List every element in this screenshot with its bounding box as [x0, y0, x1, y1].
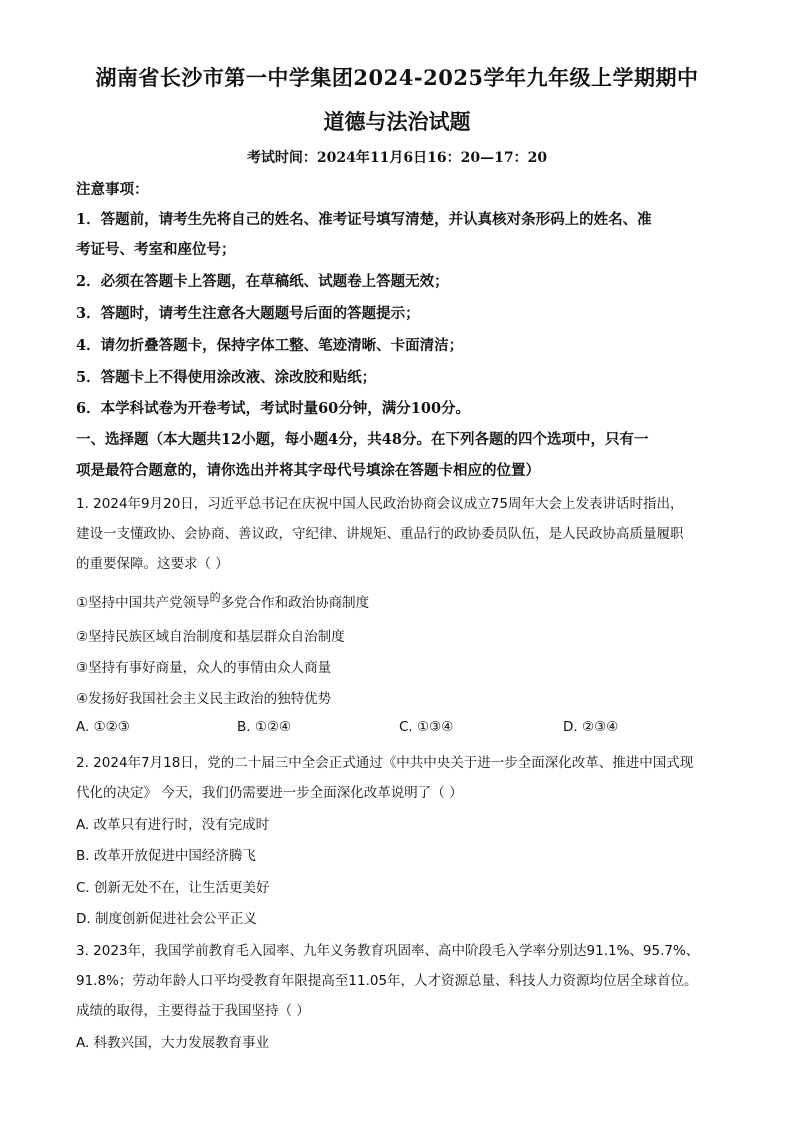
- notice-heading: 注意事项：: [76, 181, 149, 198]
- q1-statement-3: ③坚持有事好商量，众人的事情由众人商量: [76, 660, 332, 676]
- q2-option-c: C. 创新无处不在，让生活更美好: [76, 880, 270, 896]
- q1-statement-1-text: ①坚持中国共产党领导: [76, 595, 210, 611]
- q2-option-d: D. 制度创新促进社会公平正义: [76, 911, 257, 927]
- q1-option-b: B. ①②④: [237, 719, 292, 735]
- q1-option-c: C. ①③④: [399, 719, 454, 735]
- q1-statement-4: ④发扬好我国社会主义民主政治的独特优势: [76, 691, 332, 707]
- notice-item: 5．答题卡上不得使用涂改液、涂改胶和贴纸；: [76, 369, 377, 386]
- section-heading: 一、选择题（本大题共12小题，每小题4分，共48分。在下列各题的四个选项中，只有一: [76, 431, 649, 448]
- notice-item: 3．答题时，请考生注意各大题题号后面的答题提示；: [76, 305, 420, 322]
- q1-option-d: D. ②③④: [563, 719, 619, 735]
- q1-statement-2: ②坚持民族区域自治制度和基层群众自治制度: [76, 629, 345, 645]
- q1-statement-1: [76, 591, 726, 611]
- q3-stem: 成绩的取得，主要得益于我国坚持（ ）: [76, 1003, 310, 1019]
- q1-stem: 建设一支懂政协、会协商、善议政，守纪律、讲规矩、重品行的政协委员队伍，是人民政协高质量履职: [76, 526, 684, 542]
- q1-statement-1-text-end: 多党合作和政治协商制度: [220, 595, 370, 611]
- notice-item: 2．必须在答题卡上答题，在草稿纸、试题卷上答题无效；: [76, 273, 449, 290]
- q2-stem: 2. 2024年7月18日，党的二十届三中全会正式通过《中共中央关于进一步全面深化改革、推进中国式现: [76, 755, 694, 771]
- notice-item: 4．请勿折叠答题卡，保持字体工整、笔迹清晰、卡面清洁；: [76, 337, 464, 354]
- q1-stem: 的重要保障。这要求（ ）: [76, 556, 229, 572]
- q1-stem: 1. 2024年9月20日，习近平总书记在庆祝中国人民政治协商会议成立75周年大会上发表讲话时指出，: [76, 496, 684, 512]
- section-heading-cont: 项是最符合题意的，请你选出并将其字母代号填涂在答题卡相应的位置）: [76, 462, 540, 479]
- q1-statement-1-sup: 的: [209, 591, 221, 604]
- q3-stem: 91.8%；劳动年龄人口平均受教育年限提高至11.05年，人才资源总量、科技人力资源均位居全球首位。: [76, 973, 698, 989]
- q3-stem: 3. 2023年，我国学前教育毛入园率、九年义务教育巩固率、高中阶段毛入学率分别达91.1%、95.7%、: [76, 943, 700, 959]
- q2-option-b: B. 改革开放促进中国经济腾飞: [76, 848, 256, 864]
- exam-title-line2: 道德与法治试题: [323, 109, 471, 134]
- q3-option-a: A. 科教兴国，大力发展教育事业: [76, 1035, 270, 1051]
- notice-item: 考证号、考室和座位号；: [76, 241, 236, 258]
- q2-stem: 代化的决定》 今天，我们仍需要进一步全面深化改革说明了（ ）: [76, 785, 463, 801]
- exam-time: 考试时间：2024年11月6日16：20—17：20: [246, 150, 548, 166]
- notice-item: 1．答题前，请考生先将自己的姓名、准考证号填写清楚，并认真核对条形码上的姓名、准: [76, 211, 652, 228]
- exam-title-line1: 湖南省长沙市第一中学集团2024-2025学年九年级上学期期中: [95, 65, 699, 90]
- q2-option-a: A. 改革只有进行时，没有完成时: [76, 817, 270, 833]
- q1-option-a: A. ①②③: [76, 719, 130, 735]
- notice-item: 6．本学科试卷为开卷考试，考试时量60分钟，满分100分。: [76, 400, 471, 417]
